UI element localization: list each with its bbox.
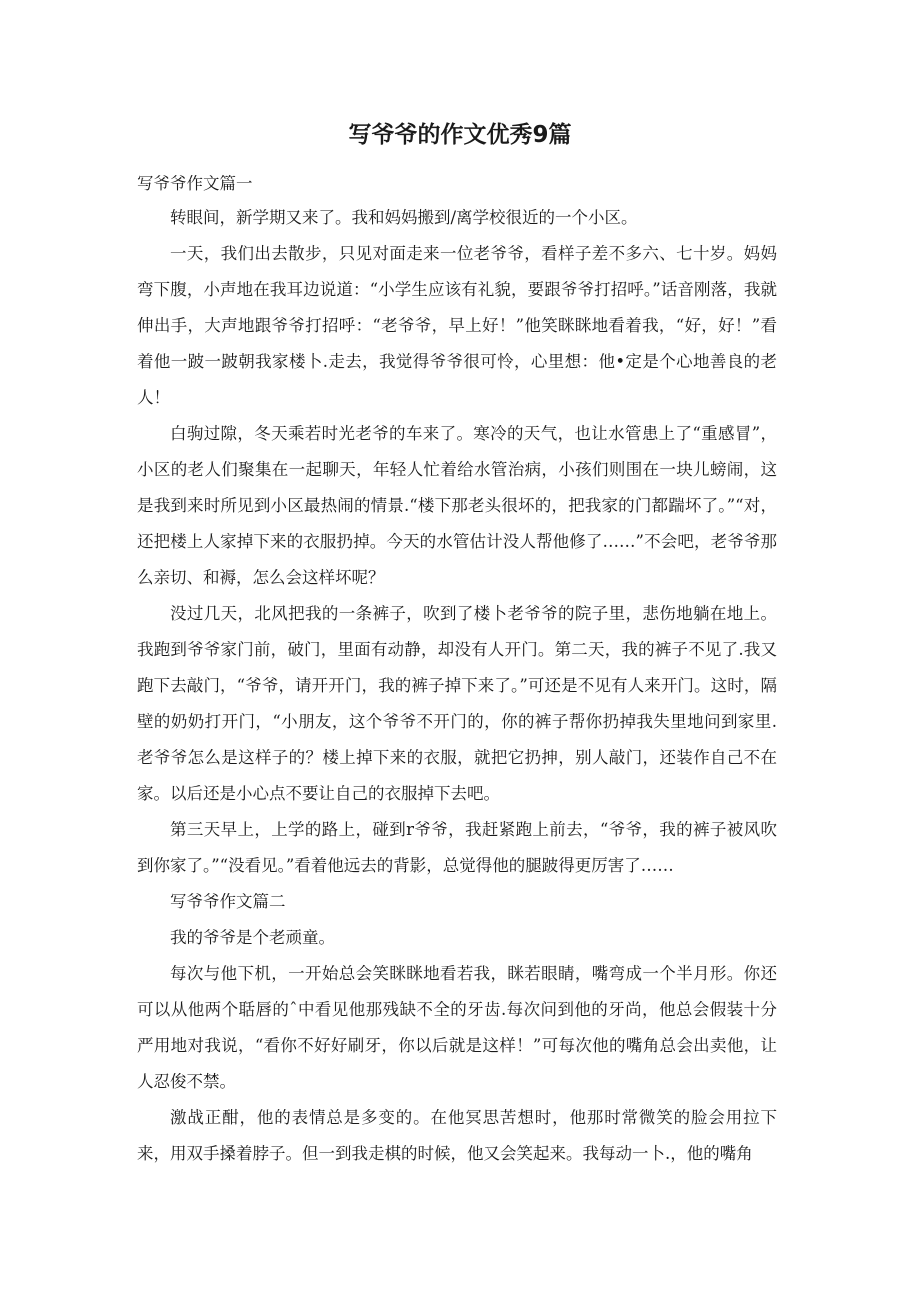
paragraph: 没过几天，北风把我的一条裤子，吹到了楼卜老爷爷的院子里，悲伤地躺在地上。我跑到爷爷家门前，破门，里面有动静，却没有人开门。第二天，我的裤子不见了.我又跑下去敲门，“爷爷，请开开门，我的裤子掉下来了。”可还是不见有人来开门。这时，隔壁的奶奶打开门，“小朋友，这个爷爷不开门的，你的裤子帮你扔掉我失里地问到家里.老爷爷怎么是这样子的？楼上掉下来的衣服，就把它扔抻，别人敲门，还装作自己不在家。以后还是小心点不要让自己的衣服掉下去吧。	[137, 604, 777, 803]
paragraph: 转眼间，新学期又来了。我和妈妈搬到/离学校很近的一个小区。	[170, 208, 638, 227]
section-heading: 写爷爷作文篇二	[170, 892, 286, 911]
paragraph: 白驹过隙，冬天乘若时光老爷的车来了。寒冷的天气，也让水管患上了“重感冒”，小区的老人们聚集在一起聊天，年轻人忙着给水管治病，小孩们则围在一块儿螃闹，这是我到来时所见到小区最热闹的情景.“楼下那老头很坏的，把我家的门都踹坏了。”“对，还把楼上人家掉下来的衣服扔掉。今天的水管估计没人帮他修了……”不会吧，老爷爷那么亲切、和褥，怎么会这样坏呢？	[137, 424, 777, 587]
document-title: 写爷爷的作文优秀9篇	[348, 122, 572, 148]
paragraph: 我的爷爷是个老顽童。	[170, 928, 335, 947]
paragraph: 激战正酣，他的表情总是多变的。在他冥思苦想时，他那时常微笑的脸会用拉下来，用双手搡着脖子。但一到我走棋的时候，他又会笑起来。我每动一卜.，他的嘴角	[137, 1108, 777, 1163]
section-heading: 写爷爷作文篇一	[137, 174, 253, 193]
document-body	[137, 168, 777, 1172]
paragraph: 每次与他下机，一开始总会笑眯眯地看若我，眯若眼睛，嘴弯成一个半月形。你还可以从他两个聒唇的ˆ中看见他那残缺不全的牙齿.每次问到他的牙尚，他总会假装十分严用地对我说，“看你不好好刷牙，你以后就是这样！”可每次他的嘴角总会出卖他，让人忍俊不禁。	[137, 964, 777, 1091]
paragraph: 第三天早上，上学的路上，碰到r爷爷，我赶紧跑上前去，“爷爷，我的裤子被风吹到你家了。”“没看见。”看着他远去的背影，总觉得他的腿跛得更厉害了……	[137, 820, 777, 875]
paragraph: 一天，我们出去散步，只见对面走来一位老爷爷，看样子差不多六、七十岁。妈妈弯下腹，小声地在我耳边说道：“小学生应该有礼貌，要跟爷爷打招呼。”话音刚落，我就伸出手，大声地跟爷爷打招呼：“老爷爷，早上好！”他笑眯眯地看着我，“好，好！”看着他一跛一跛朝我家楼卜.走去，我觉得爷爷很可怜，心里想：他•定是个心地善良的老人！	[137, 244, 777, 407]
